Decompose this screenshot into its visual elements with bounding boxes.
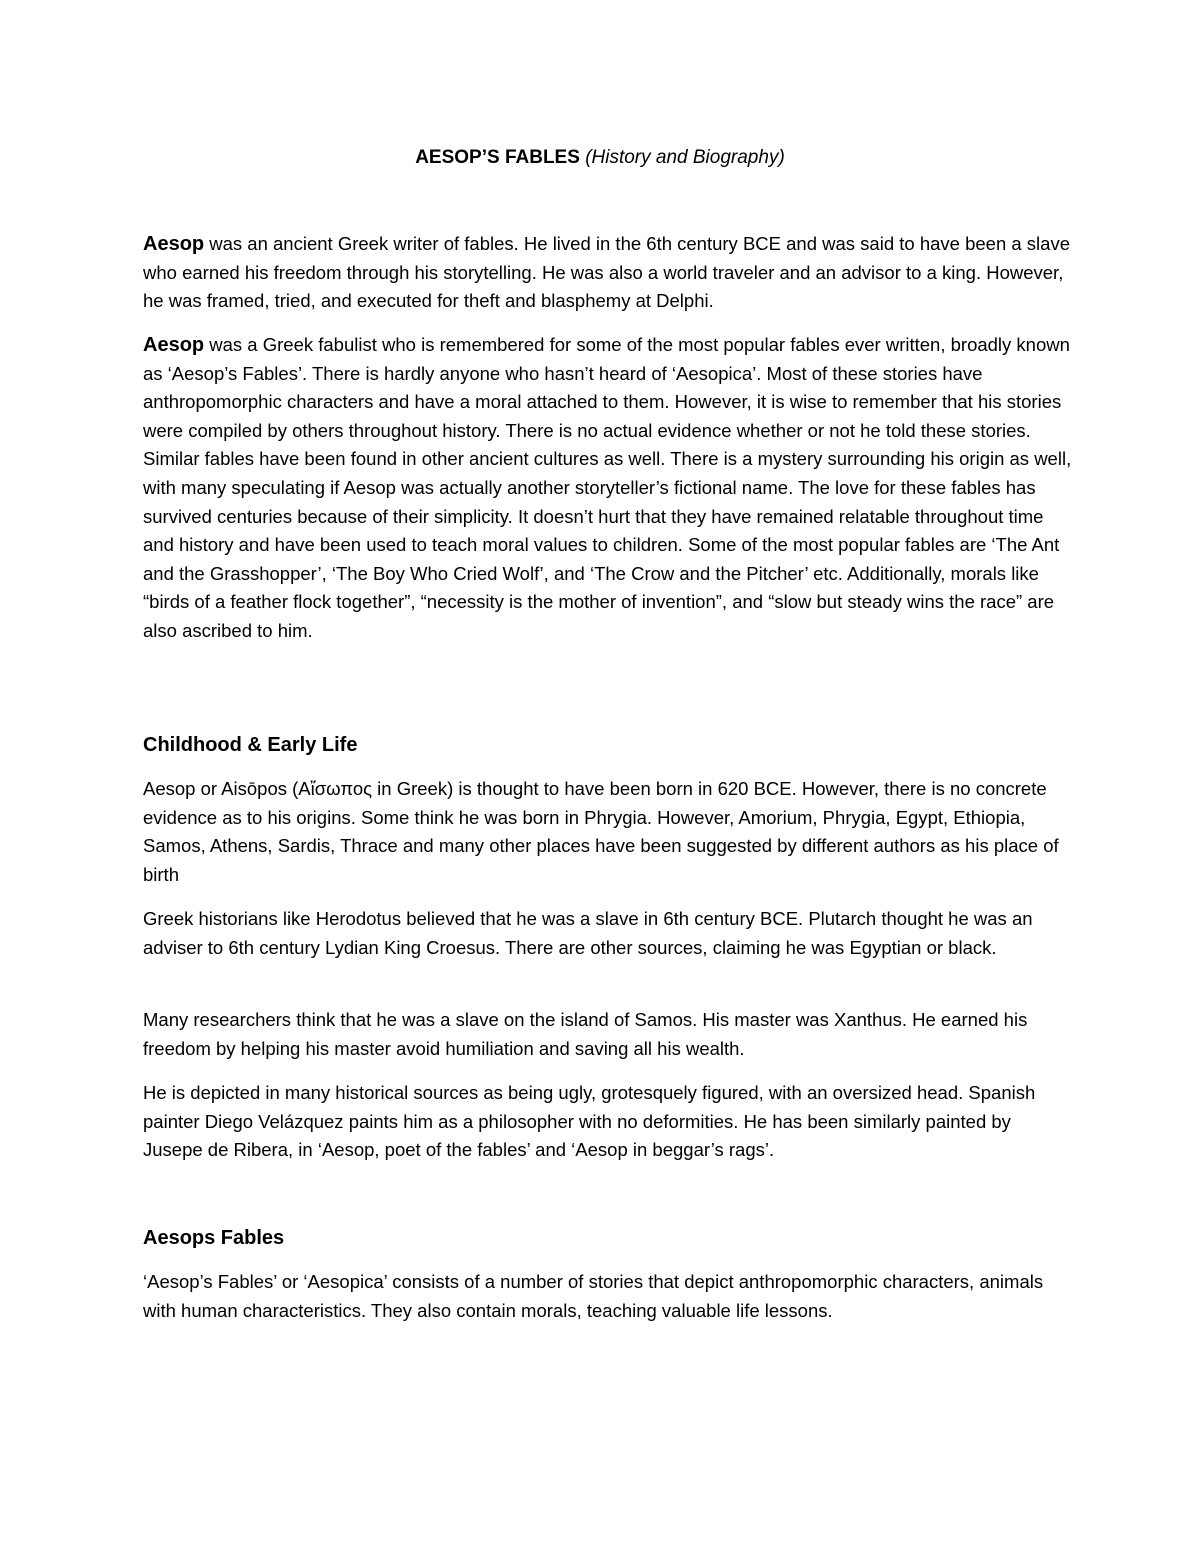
section-heading-childhood: Childhood & Early Life bbox=[143, 734, 358, 756]
intro-text-2: was a Greek fabulist who is remembered for some of the most popular fables ever written, broadly known as ‘Aesop’s Fables’. There is hardly anyone who hasn’t heard of ‘Aesopica’. Most of these stories have anthropomorphic characters and have a moral attached to them. However, it is wise to remember that his stories were compiled by others throughout history. There is no actual evidence whether or not he told these stories. Similar fables have been found in other ancient cultures as well. There is a mystery surrounding his origin as well, with many speculating if Aesop was actually another storyteller’s fictional name. The love for these fables has survived centuries because of their simplicity. It doesn’t hurt that they have remained relatable throughout time and history and have been used to teach moral values to children. Some of the most popular fables are ‘The Ant and the Grasshopper’, ‘The Boy Who Cried Wolf’, and ‘The Crow and the Pitcher’ etc. Additionally, morals like “birds of a feather flock together”, “necessity is the mother of invention”, and “slow but steady wins the race” are also ascribed to him. bbox=[143, 334, 1072, 641]
title-subtitle: (History and Biography) bbox=[585, 147, 785, 168]
childhood-text-4: He is depicted in many historical sources as being ugly, grotesquely figured, with an oversized head. Spanish painter Diego Velázquez paints him as a philosopher with no deformities. He has been similarly painted by Jusepe de Ribera, in ‘Aesop, poet of the fables’ and ‘Aesop in beggar’s rags’. bbox=[143, 1082, 1036, 1161]
fables-paragraph-1 bbox=[143, 1268, 1073, 1325]
title-main: AESOP’S FABLES bbox=[415, 147, 580, 168]
section-heading-fables: Aesops Fables bbox=[143, 1227, 285, 1249]
childhood-text-1: Aesop or Aisōpos (Αἴσωπος in Greek) is thought to have been born in 620 BCE. However, there is no concrete evidence as to his origins. Some think he was born in Phrygia. However, Amorium, Phrygia, Egypt, Ethiopia, Samos, Athens, Sardis, Thrace and many other places have been suggested by different authors as his place of birth bbox=[143, 778, 1059, 885]
fables-text-1: ‘Aesop’s Fables’ or ‘Aesopica’ consists of a number of stories that depict anthropomorphic characters, animals with human characteristics. They also contain morals, teaching valuable life lessons. bbox=[143, 1271, 1044, 1321]
intro-paragraph-1 bbox=[143, 230, 1073, 316]
intro-paragraph-2 bbox=[143, 331, 1073, 646]
childhood-text-3: Many researchers think that he was a slave on the island of Samos. His master was Xanthus. He earned his freedom by helping his master avoid humiliation and saving all his wealth. bbox=[143, 1009, 1028, 1059]
intro-lead-2: Aesop bbox=[143, 334, 205, 356]
intro-lead-1: Aesop bbox=[143, 233, 205, 255]
intro-text-1: was an ancient Greek writer of fables. He lived in the 6th century BCE and was said to have been a slave who earned his freedom through his storytelling. He was also a world traveler and an advisor to a king. However, he was framed, tried, and executed for theft and blasphemy at Delphi. bbox=[143, 233, 1070, 312]
childhood-paragraph-3 bbox=[143, 1006, 1073, 1063]
childhood-paragraph-1 bbox=[143, 775, 1073, 889]
childhood-paragraph-4 bbox=[143, 1079, 1073, 1165]
childhood-paragraph-2 bbox=[143, 905, 1073, 962]
document-title bbox=[0, 144, 1200, 172]
childhood-text-2: Greek historians like Herodotus believed that he was a slave in 6th century BCE. Plutarch thought he was an adviser to 6th century Lydian King Croesus. There are other sources, claiming he was Egyptian or black. bbox=[143, 908, 1033, 958]
